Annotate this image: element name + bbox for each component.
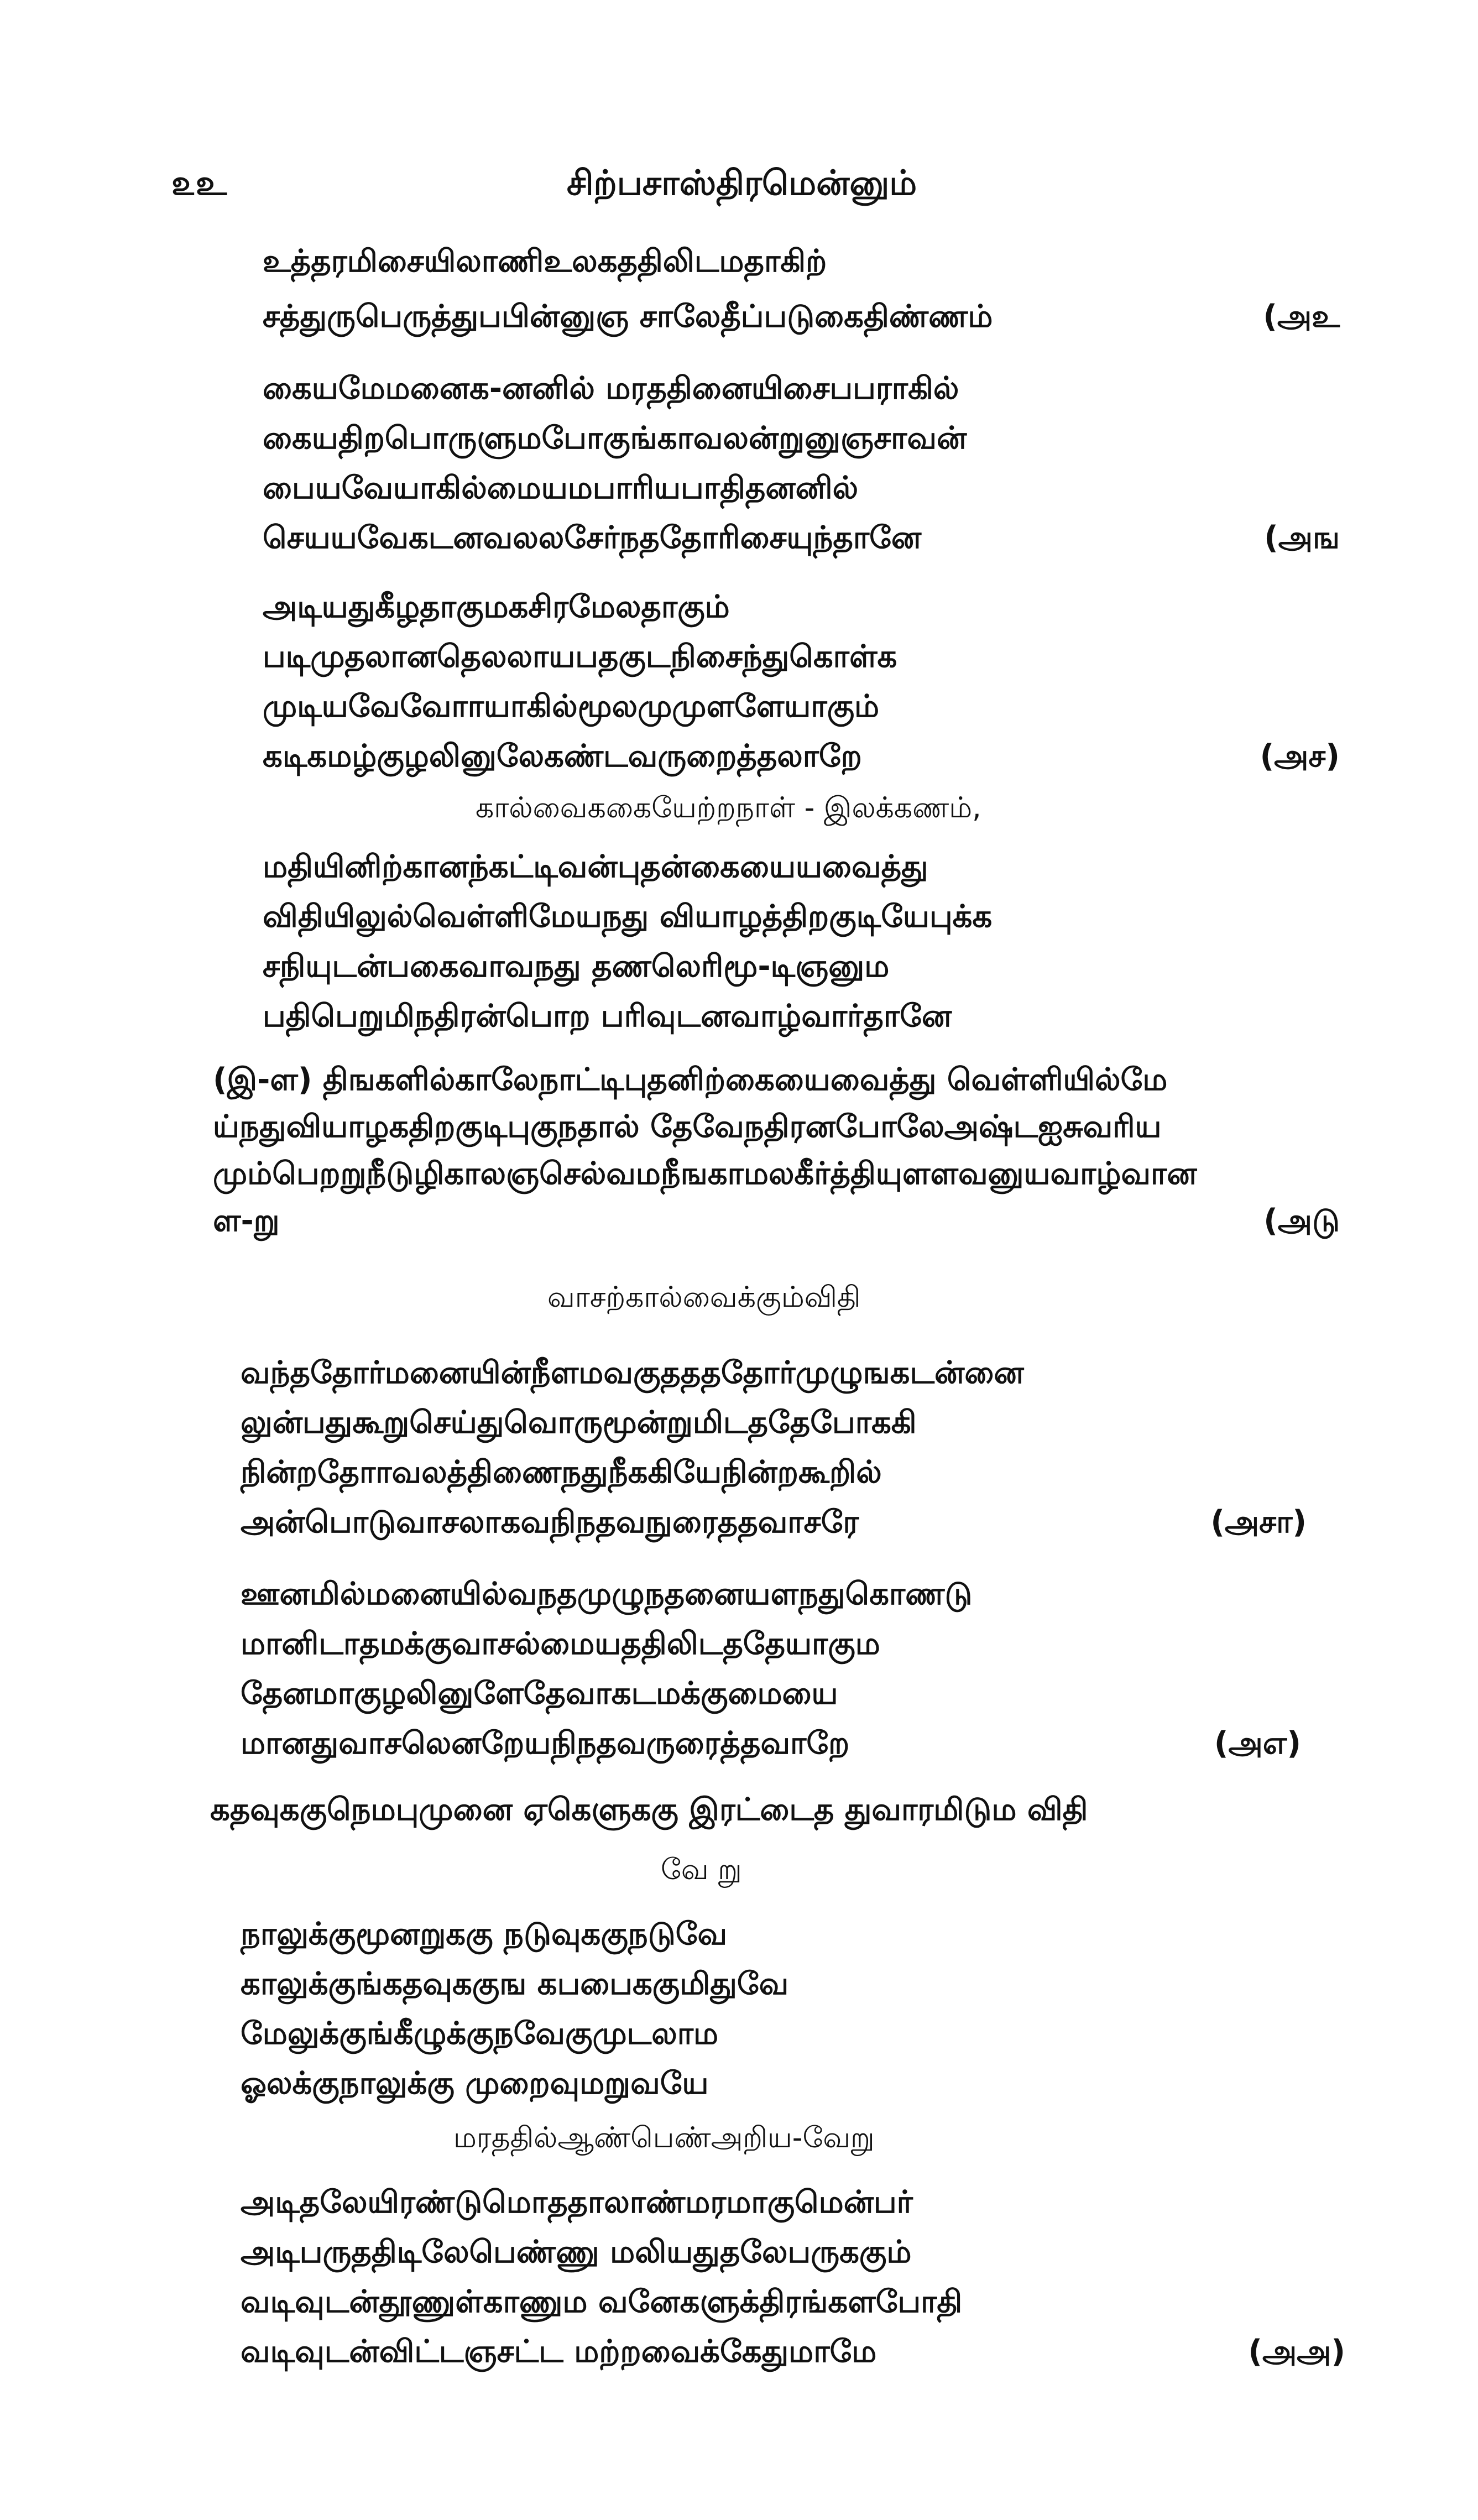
verse-line: காலுக்குங்கதவுககுங கபபைககுமிதுவே xyxy=(241,1966,789,2002)
page-number: ௨உ xyxy=(171,163,227,203)
verse-number: (அஅ) xyxy=(1248,2334,1345,2370)
verse-line: வந்ததோர்மனையின்நீளமவகுததததோர்முழுஙகடன்னை xyxy=(241,1355,1024,1391)
verse-line: லுன்பதுகூறுசெய்துவொருமூன்றுமிடததேபோககி xyxy=(241,1405,917,1441)
commentary-line: ய்நதுவியாழகதிறகுடிபுகுநதால் தேவேநதிரனபோலேஅஷ்டஐசுவரிய xyxy=(213,1109,1162,1145)
verse-number: (அசா) xyxy=(1210,1504,1307,1540)
verse-line: மதியினிற்கானந்கட்டிவன்புதன்கையையவைத்து xyxy=(263,849,928,885)
verse-line: உத்தரமிசையிலாணிஉலகததிலிடமதாகிற் xyxy=(263,243,827,279)
running-title: சிற்பசாஸ்திரமென்னும் xyxy=(567,163,917,203)
section-heading: கால்வைககையேற்றநாள் - இலக்கணம், xyxy=(476,791,981,825)
verse-line: அடிபருததிடிலேபெண்ணு மலியதுதலேபருககும் xyxy=(241,2234,912,2270)
verse-line: கையதிறபொருளுமபோகுங்காவலன்றுனுஞசாவன் xyxy=(263,420,967,456)
verse-line: வடிவுடன்விட்டஞசட்ட மற்றவைக்கேதுமாமே xyxy=(241,2334,877,2370)
verse-line: சத்துருபெருத்துபபின்னுஞ சாலேதீப்படுகைதிண்ணம் xyxy=(263,299,993,335)
verse-number: (அடு xyxy=(1263,1203,1340,1239)
section-heading: கதவுககுநெமபுமுனை ஏகெளுககு இரட்டைத துவாரமிடும விதி xyxy=(210,1792,1088,1828)
verse-line: அடிதலேயிரண்டுமொததாலாண்மரமாகுமென்பர் xyxy=(241,2184,913,2220)
section-heading: மரததில்ஆண்பெண்அறிய-வேறு xyxy=(453,2121,875,2154)
commentary-line: ள-று xyxy=(213,1203,280,1239)
verse-number: (அங xyxy=(1264,520,1340,556)
verse-line: நின்றதோாவலத்திணைநதுநீககியேநின்றகூறில் xyxy=(241,1454,882,1490)
commentary-line: மும்பெறறுநீடுழிகாலஞசெல்வமநீஙகாமலகீர்த்தியுளளவனுயவாழ்வான xyxy=(213,1156,1197,1192)
verse-line: ஓலக்குநாலுக்கு முறைவுமறுவயே xyxy=(241,2065,709,2101)
verse-line: பதிபெறுமிநதிரன்பொற பரிவுடனவாழ்வார்தானே xyxy=(263,998,952,1034)
verse-line: கையமேமனைக-னனில் மரததினையிசைபபராகில் xyxy=(263,371,959,406)
verse-line: மானதுவாசலெனறேயநிநதவருரைத்தவாறே xyxy=(241,1725,850,1761)
verse-line: படிமுதலானதெலலாயபதகுடநிசைந்துகொள்க xyxy=(263,639,897,675)
verse-line: முடியவேவோாயாகில்மூலமுமுளளேயாகும் xyxy=(263,688,880,724)
verse-line: வடிவுடன்தூணுள்காணும வனேகளுக்திரங்களபோதி xyxy=(241,2284,963,2320)
verse-line: நாலுக்குமூனறுககு நடுவுககுநடுவே xyxy=(241,1916,728,1952)
verse-line: அன்பொடுவாசலாகவநிநதவநுரைததவாசரே xyxy=(241,1504,859,1540)
verse-line: ஊனமில்மனையில்வநதமுழுநதனையளநதுகொணடு xyxy=(241,1576,973,1612)
verse-line: விதியிலுல்வெள்ளிமேயநது வியாழத்திறகுடியேபுக்க xyxy=(263,899,993,935)
commentary-line: (இ-ள) திஙகளில்காலேநாட்டிபுதனிற்கையைவைத்து வெள்ளியில்மே xyxy=(213,1062,1168,1098)
section-heading: வாசற்கால்வைக்கும்விதி xyxy=(547,1281,861,1314)
verse-line: சநியுடன்பகைவாவநது தணலெரிமூ-டிஞனும xyxy=(263,948,890,984)
section-heading: வே று xyxy=(661,1853,742,1886)
verse-line: மானிடாதமக்குவாசல்மையததிலிடததேயாகும xyxy=(241,1626,880,1662)
verse-number: (அச) xyxy=(1260,738,1340,774)
verse-number: (அஉ xyxy=(1263,299,1340,335)
verse-line: செயயவேகடனவலலசேர்நததோரிசையுந்தானே xyxy=(263,520,922,556)
verse-line: அடியதுகீழதாகுமகசிரமேலதாகும் xyxy=(263,589,730,625)
verse-line: பையவேயாகில்மையமபாரியபாதிதனனில் xyxy=(263,470,859,506)
verse-line: மேலுக்குங்கீழுக்குநவேகுமுடலாம xyxy=(241,2016,719,2052)
verse-line: கடிகமழ்குழலினுலேகண்டவருறைத்தலாறே xyxy=(263,738,862,774)
verse-line: தேனமாகுழலினுளேதேவாகடமக்குமையை xyxy=(241,1676,838,1712)
verse-number: (அஎ) xyxy=(1214,1725,1301,1761)
